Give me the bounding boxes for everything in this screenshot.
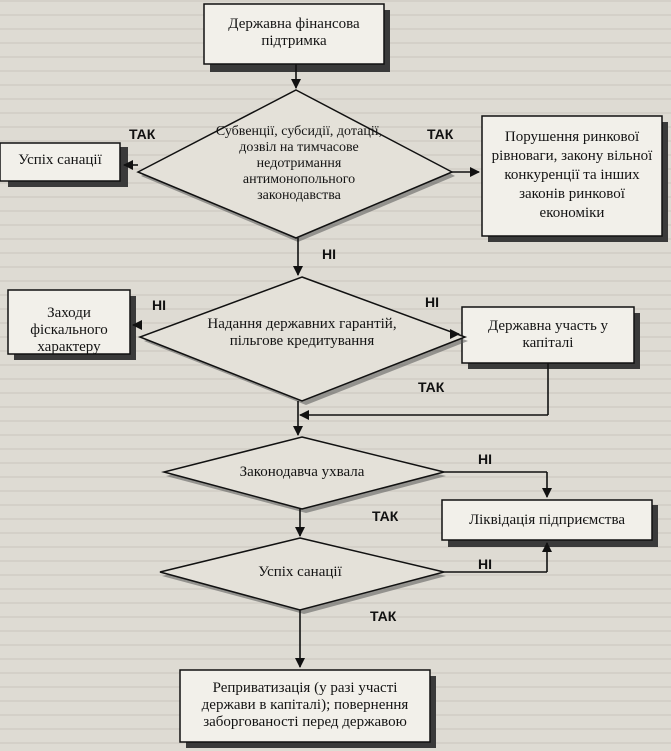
violation-label: Порушення ринкової рівноваги, закону вільної конкуренції та інших законів ринкової економіки bbox=[491, 129, 653, 221]
success-1-label: Успіх санації bbox=[18, 152, 102, 168]
start-label: Державна фінансова підтримка bbox=[228, 16, 360, 49]
decision-3-label: Законодавча ухвала bbox=[239, 464, 365, 480]
yes-label-5: ТАК bbox=[370, 608, 397, 624]
state-participation-label: Державна участь у капіталі bbox=[487, 318, 609, 351]
yes-label-4: ТАК bbox=[372, 508, 399, 524]
yes-label-1: ТАК bbox=[129, 126, 156, 142]
no-label-4: НІ bbox=[478, 451, 492, 467]
reprivatization-label: Реприватизація (у разі участі держави в капіталі); повернення заборгованості перед державою bbox=[201, 680, 409, 730]
decision-4-label: Успіх санації bbox=[258, 564, 342, 580]
decision-2-label: Надання державних гарантій, пільгове кредитування bbox=[207, 316, 397, 349]
yes-label-2: ТАК bbox=[427, 126, 454, 142]
no-label-2: НІ bbox=[152, 297, 166, 313]
fiscal-label: Заходи фіскального характеру bbox=[30, 305, 108, 355]
liquidation-label: Ліквідація підприємства bbox=[468, 512, 626, 528]
no-label-1: НІ bbox=[322, 246, 336, 262]
decision-1-label: Субвенції, субсидії, дотації, дозвіл на тимчасове недотримання антимонопольного законодавства bbox=[215, 124, 383, 203]
no-label-5: НІ bbox=[478, 556, 492, 572]
no-label-3: НІ bbox=[425, 294, 439, 310]
yes-label-3: ТАК bbox=[418, 379, 445, 395]
